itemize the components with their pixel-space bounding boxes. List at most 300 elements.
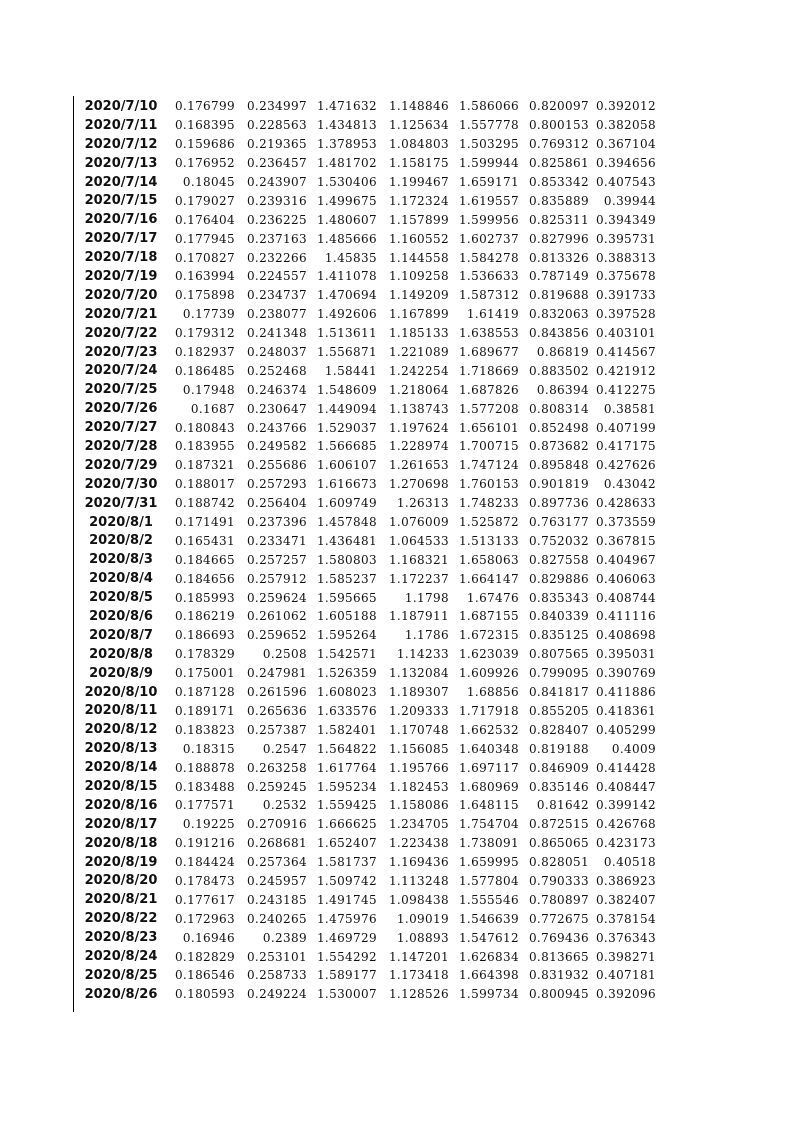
value-cell: 1.08893 [396, 930, 449, 945]
value-cell: 0.421912 [595, 363, 656, 378]
value-cell: 1.434813 [316, 118, 377, 133]
value-cell: 1.167899 [388, 307, 449, 322]
value-cell: 1.718669 [458, 363, 519, 378]
date-cell: 2020/8/3 [89, 552, 153, 568]
value-cell: 0.382407 [595, 892, 656, 907]
date-cell: 2020/7/18 [84, 250, 158, 266]
table-row [76, 437, 656, 456]
table-row [76, 645, 656, 664]
value-cell: 0.43042 [603, 477, 656, 492]
value-cell: 1.580803 [316, 552, 377, 567]
value-cell: 1.584278 [458, 250, 519, 265]
value-cell: 1.209333 [388, 703, 449, 718]
value-cell: 0.411116 [595, 609, 656, 624]
value-cell: 0.186546 [174, 968, 235, 983]
value-cell: 1.557778 [458, 118, 519, 133]
value-cell: 0.184665 [174, 552, 235, 567]
date-cell: 2020/7/17 [84, 231, 158, 247]
date-cell: 2020/7/14 [84, 174, 158, 190]
value-cell: 1.599944 [458, 156, 519, 171]
value-cell: 1.659995 [458, 855, 519, 870]
value-cell: 1.168321 [388, 552, 449, 567]
value-cell: 1.09019 [396, 911, 449, 926]
value-cell: 1.609749 [316, 496, 377, 511]
value-cell: 0.191216 [174, 836, 235, 851]
table-row [76, 154, 656, 173]
value-cell: 0.257257 [246, 552, 307, 567]
value-cell: 0.752032 [528, 533, 589, 548]
value-cell: 0.408744 [595, 590, 656, 605]
table-row [76, 985, 656, 1004]
value-cell: 0.2389 [262, 930, 307, 945]
value-cell: 0.17948 [182, 382, 235, 397]
table-row [76, 475, 656, 494]
value-cell: 0.897736 [528, 496, 589, 511]
table-row [76, 588, 656, 607]
value-cell: 0.412275 [595, 382, 656, 397]
value-cell: 1.513133 [458, 533, 519, 548]
value-cell: 1.687826 [458, 382, 519, 397]
value-cell: 0.177617 [174, 892, 235, 907]
value-cell: 1.172324 [388, 193, 449, 208]
value-cell: 0.241348 [246, 326, 307, 341]
value-cell: 1.471632 [316, 99, 377, 114]
value-cell: 0.175001 [174, 666, 235, 681]
value-cell: 0.245957 [246, 873, 307, 888]
value-cell: 0.418361 [595, 703, 656, 718]
value-cell: 0.819188 [528, 741, 589, 756]
value-cell: 0.772675 [528, 911, 589, 926]
value-cell: 1.754704 [458, 817, 519, 832]
value-cell: 1.378953 [316, 137, 377, 152]
date-cell: 2020/7/13 [84, 155, 158, 171]
table-row [76, 966, 656, 985]
value-cell: 0.872515 [528, 817, 589, 832]
value-cell: 0.268681 [246, 836, 307, 851]
date-cell: 2020/8/25 [84, 967, 158, 983]
value-cell: 0.883502 [528, 363, 589, 378]
table-row [76, 739, 656, 758]
value-cell: 0.427626 [595, 458, 656, 473]
value-cell: 0.835125 [528, 628, 589, 643]
value-cell: 0.392012 [595, 99, 656, 114]
value-cell: 0.171491 [174, 515, 235, 530]
value-cell: 0.414567 [595, 345, 656, 360]
value-cell: 1.587312 [458, 288, 519, 303]
value-cell: 1.595234 [316, 779, 377, 794]
value-cell: 1.585237 [316, 571, 377, 586]
date-cell: 2020/8/4 [89, 571, 153, 587]
value-cell: 1.526359 [316, 666, 377, 681]
value-cell: 1.113248 [388, 873, 449, 888]
value-cell: 0.769436 [528, 930, 589, 945]
date-cell: 2020/7/24 [84, 363, 158, 379]
table-row [76, 305, 656, 324]
value-cell: 1.156085 [388, 741, 449, 756]
value-cell: 0.252468 [246, 363, 307, 378]
date-cell: 2020/8/17 [84, 816, 158, 832]
value-cell: 0.248037 [246, 345, 307, 360]
value-cell: 0.4009 [611, 741, 656, 756]
value-cell: 0.236457 [246, 156, 307, 171]
value-cell: 0.843856 [528, 326, 589, 341]
date-cell: 2020/8/13 [84, 741, 158, 757]
value-cell: 0.186485 [174, 363, 235, 378]
value-cell: 1.485666 [316, 231, 377, 246]
value-cell: 0.813665 [528, 949, 589, 964]
value-cell: 0.270916 [246, 817, 307, 832]
value-cell: 0.367815 [595, 533, 656, 548]
value-cell: 0.265636 [246, 703, 307, 718]
value-cell: 1.626834 [458, 949, 519, 964]
value-cell: 0.408447 [595, 779, 656, 794]
value-cell: 1.064533 [388, 533, 449, 548]
value-cell: 1.609926 [458, 666, 519, 681]
value-cell: 0.394349 [595, 212, 656, 227]
value-cell: 0.186693 [174, 628, 235, 643]
value-cell: 0.247981 [246, 666, 307, 681]
date-cell: 2020/7/10 [84, 98, 158, 114]
value-cell: 0.388313 [595, 250, 656, 265]
value-cell: 0.403101 [595, 326, 656, 341]
table-row [76, 286, 656, 305]
date-cell: 2020/8/19 [84, 854, 158, 870]
value-cell: 1.158086 [388, 798, 449, 813]
value-cell: 1.664147 [458, 571, 519, 586]
value-cell: 1.589177 [316, 968, 377, 983]
value-cell: 0.407199 [595, 420, 656, 435]
table-row [76, 928, 656, 947]
value-cell: 0.38581 [603, 401, 656, 416]
value-cell: 0.188878 [174, 760, 235, 775]
value-cell: 0.177945 [174, 231, 235, 246]
value-cell: 1.169436 [388, 855, 449, 870]
value-cell: 0.172963 [174, 911, 235, 926]
value-cell: 0.189171 [174, 703, 235, 718]
value-cell: 0.828051 [528, 855, 589, 870]
value-cell: 1.67476 [466, 590, 519, 605]
table-row [76, 815, 656, 834]
value-cell: 1.564822 [316, 741, 377, 756]
value-cell: 1.172237 [388, 571, 449, 586]
value-cell: 1.270698 [388, 477, 449, 492]
value-cell: 0.780897 [528, 892, 589, 907]
value-cell: 0.186219 [174, 609, 235, 624]
value-cell: 1.664398 [458, 968, 519, 983]
table-row [76, 626, 656, 645]
date-cell: 2020/8/21 [84, 892, 158, 908]
value-cell: 1.599734 [458, 987, 519, 1002]
value-cell: 0.228563 [246, 118, 307, 133]
date-cell: 2020/8/12 [84, 722, 158, 738]
value-cell: 1.652407 [316, 836, 377, 851]
data-table-body [76, 97, 656, 1004]
value-cell: 0.386923 [595, 873, 656, 888]
value-cell: 0.1687 [190, 401, 235, 416]
date-cell: 2020/7/23 [84, 344, 158, 360]
date-cell: 2020/8/24 [84, 949, 158, 965]
value-cell: 1.197624 [388, 420, 449, 435]
value-cell: 1.662532 [458, 722, 519, 737]
date-cell: 2020/7/29 [84, 457, 158, 473]
value-cell: 0.841817 [528, 685, 589, 700]
date-cell: 2020/8/14 [84, 760, 158, 776]
table-row [76, 210, 656, 229]
value-cell: 0.178473 [174, 873, 235, 888]
value-cell: 1.554292 [316, 949, 377, 964]
date-cell: 2020/7/27 [84, 420, 158, 436]
table-row [76, 702, 656, 721]
date-cell: 2020/7/22 [84, 325, 158, 341]
table-row [76, 550, 656, 569]
table-row [76, 834, 656, 853]
value-cell: 0.261596 [246, 685, 307, 700]
value-cell: 0.819688 [528, 288, 589, 303]
left-border-line [73, 96, 74, 1012]
date-cell: 2020/7/15 [84, 193, 158, 209]
value-cell: 1.638553 [458, 326, 519, 341]
value-cell: 0.835889 [528, 193, 589, 208]
value-cell: 0.168395 [174, 118, 235, 133]
date-cell: 2020/8/15 [84, 779, 158, 794]
date-cell: 2020/7/21 [84, 306, 158, 322]
value-cell: 0.787149 [528, 269, 589, 284]
value-cell: 0.428633 [595, 496, 656, 511]
value-cell: 0.184424 [174, 855, 235, 870]
value-cell: 1.640348 [458, 741, 519, 756]
value-cell: 1.659171 [458, 175, 519, 189]
value-cell: 0.378154 [595, 911, 656, 926]
table-row [76, 777, 656, 796]
table-row [76, 418, 656, 437]
value-cell: 1.548609 [316, 382, 377, 397]
value-cell: 0.249582 [246, 439, 307, 454]
value-cell: 1.499675 [316, 193, 377, 208]
value-cell: 0.16946 [182, 930, 235, 945]
value-cell: 0.375678 [595, 269, 656, 284]
value-cell: 0.19225 [182, 817, 235, 832]
value-cell: 1.138743 [388, 401, 449, 416]
value-cell: 0.865065 [528, 836, 589, 851]
value-cell: 0.159686 [174, 137, 235, 152]
value-cell: 1.616673 [316, 477, 377, 492]
value-cell: 1.470694 [316, 288, 377, 303]
value-cell: 1.147201 [388, 949, 449, 964]
value-cell: 0.177571 [174, 798, 235, 813]
value-cell: 1.157899 [388, 212, 449, 227]
value-cell: 0.395031 [595, 647, 656, 662]
value-cell: 1.475976 [316, 911, 377, 926]
value-cell: 1.680969 [458, 779, 519, 794]
value-cell: 1.602737 [458, 231, 519, 246]
table-row [76, 853, 656, 872]
value-cell: 0.406063 [595, 571, 656, 586]
value-cell: 1.228974 [388, 439, 449, 454]
value-cell: 1.45835 [324, 250, 377, 265]
value-cell: 1.599956 [458, 212, 519, 227]
value-cell: 1.648115 [458, 798, 519, 813]
value-cell: 0.86819 [536, 345, 589, 360]
value-cell: 0.259652 [246, 628, 307, 643]
value-cell: 1.195766 [388, 760, 449, 775]
value-cell: 0.799095 [528, 666, 589, 681]
value-cell: 0.829886 [528, 571, 589, 586]
value-cell: 1.223438 [388, 836, 449, 851]
value-cell: 0.840339 [528, 609, 589, 624]
date-cell: 2020/8/2 [89, 533, 153, 549]
date-cell: 2020/8/20 [84, 873, 158, 889]
table-row [76, 531, 656, 550]
value-cell: 0.81642 [536, 798, 589, 813]
value-cell: 0.40518 [603, 855, 656, 870]
table-row [76, 664, 656, 683]
value-cell: 1.536633 [458, 269, 519, 284]
value-cell: 1.542571 [316, 647, 377, 662]
value-cell: 1.595264 [316, 628, 377, 643]
value-cell: 0.239316 [246, 193, 307, 208]
value-cell: 0.18315 [182, 741, 235, 756]
value-cell: 0.808314 [528, 401, 589, 416]
table-row [76, 513, 656, 532]
value-cell: 0.259245 [246, 779, 307, 794]
value-cell: 0.398271 [595, 949, 656, 964]
table-row [76, 890, 656, 909]
value-cell: 1.582401 [316, 722, 377, 737]
value-cell: 0.832063 [528, 307, 589, 322]
value-cell: 0.165431 [174, 533, 235, 548]
value-cell: 1.481702 [316, 156, 377, 171]
date-cell: 2020/8/10 [84, 684, 158, 700]
value-cell: 0.175898 [174, 288, 235, 303]
value-cell: 1.261653 [388, 458, 449, 473]
value-cell: 1.144558 [388, 250, 449, 265]
value-cell: 1.738091 [458, 836, 519, 851]
value-cell: 0.188017 [174, 477, 235, 492]
value-cell: 0.183955 [174, 439, 235, 454]
value-cell: 1.687155 [458, 609, 519, 624]
value-cell: 0.234997 [246, 99, 307, 114]
value-cell: 1.58441 [324, 363, 377, 378]
table-row [76, 343, 656, 362]
value-cell: 1.608023 [316, 685, 377, 700]
value-cell: 1.449094 [316, 401, 377, 416]
table-row [76, 116, 656, 135]
table-row [76, 796, 656, 815]
value-cell: 1.457848 [316, 515, 377, 530]
value-cell: 1.436481 [316, 533, 377, 548]
value-cell: 0.183488 [174, 779, 235, 794]
value-cell: 0.234737 [246, 288, 307, 303]
value-cell: 0.394656 [595, 156, 656, 171]
value-cell: 0.179027 [174, 193, 235, 208]
value-cell: 1.530406 [316, 175, 377, 189]
value-cell: 1.529037 [316, 420, 377, 435]
value-cell: 0.176952 [174, 156, 235, 171]
value-cell: 0.249224 [246, 987, 307, 1002]
value-cell: 1.098438 [388, 892, 449, 907]
table-row [76, 267, 656, 286]
date-cell: 2020/7/25 [84, 382, 158, 398]
date-cell: 2020/7/20 [84, 287, 158, 303]
table-row [76, 569, 656, 588]
value-cell: 0.800153 [528, 118, 589, 133]
table-row [76, 324, 656, 343]
date-cell: 2020/8/23 [84, 930, 158, 946]
value-cell: 0.170827 [174, 250, 235, 265]
value-cell: 0.236225 [246, 212, 307, 227]
value-cell: 1.509742 [316, 873, 377, 888]
table-row [76, 456, 656, 475]
date-cell: 2020/8/26 [84, 986, 158, 1002]
value-cell: 0.2547 [262, 741, 307, 756]
table-row [76, 173, 656, 192]
value-cell: 0.180843 [174, 420, 235, 435]
value-cell: 0.253101 [246, 949, 307, 964]
table-row [76, 494, 656, 513]
value-cell: 1.605188 [316, 609, 377, 624]
value-cell: 0.182937 [174, 345, 235, 360]
date-cell: 2020/8/18 [84, 835, 158, 851]
value-cell: 0.395731 [595, 231, 656, 246]
value-cell: 1.160552 [388, 231, 449, 246]
value-cell: 1.469729 [316, 930, 377, 945]
value-cell: 1.503295 [458, 137, 519, 152]
value-cell: 0.820097 [528, 99, 589, 114]
value-cell: 0.408698 [595, 628, 656, 643]
value-cell: 1.760153 [458, 477, 519, 492]
value-cell: 0.417175 [595, 439, 656, 454]
date-cell: 2020/8/16 [84, 797, 158, 813]
value-cell: 1.546639 [458, 911, 519, 926]
table-row [76, 380, 656, 399]
value-cell: 0.255686 [246, 458, 307, 473]
value-cell: 1.747124 [458, 458, 519, 473]
value-cell: 1.242254 [388, 363, 449, 378]
value-cell: 0.257293 [246, 477, 307, 492]
date-cell: 2020/8/11 [84, 703, 158, 719]
value-cell: 0.825311 [528, 212, 589, 227]
value-cell: 0.404967 [595, 552, 656, 567]
value-cell: 0.39944 [603, 193, 656, 208]
value-cell: 0.263258 [246, 760, 307, 775]
value-cell: 0.426768 [595, 817, 656, 832]
value-cell: 0.18045 [182, 175, 235, 189]
value-cell: 0.187128 [174, 685, 235, 700]
value-cell: 0.414428 [595, 760, 656, 775]
table-row [76, 135, 656, 154]
value-cell: 0.831932 [528, 968, 589, 983]
value-cell: 1.492606 [316, 307, 377, 322]
value-cell: 0.373559 [595, 515, 656, 530]
date-cell: 2020/7/19 [84, 268, 158, 284]
value-cell: 0.835146 [528, 779, 589, 794]
value-cell: 0.243766 [246, 420, 307, 435]
value-cell: 0.827996 [528, 231, 589, 246]
value-cell: 1.170748 [388, 722, 449, 737]
date-cell: 2020/8/8 [89, 646, 153, 662]
value-cell: 0.176404 [174, 212, 235, 227]
value-cell: 1.189307 [388, 685, 449, 700]
value-cell: 1.606107 [316, 458, 377, 473]
value-cell: 0.185993 [174, 590, 235, 605]
date-cell: 2020/7/31 [84, 495, 158, 511]
table-row [76, 872, 656, 891]
value-cell: 0.163994 [174, 269, 235, 284]
table-row [76, 97, 656, 116]
value-cell: 0.423173 [595, 836, 656, 851]
value-cell: 0.853342 [528, 175, 589, 189]
value-cell: 0.182829 [174, 949, 235, 964]
